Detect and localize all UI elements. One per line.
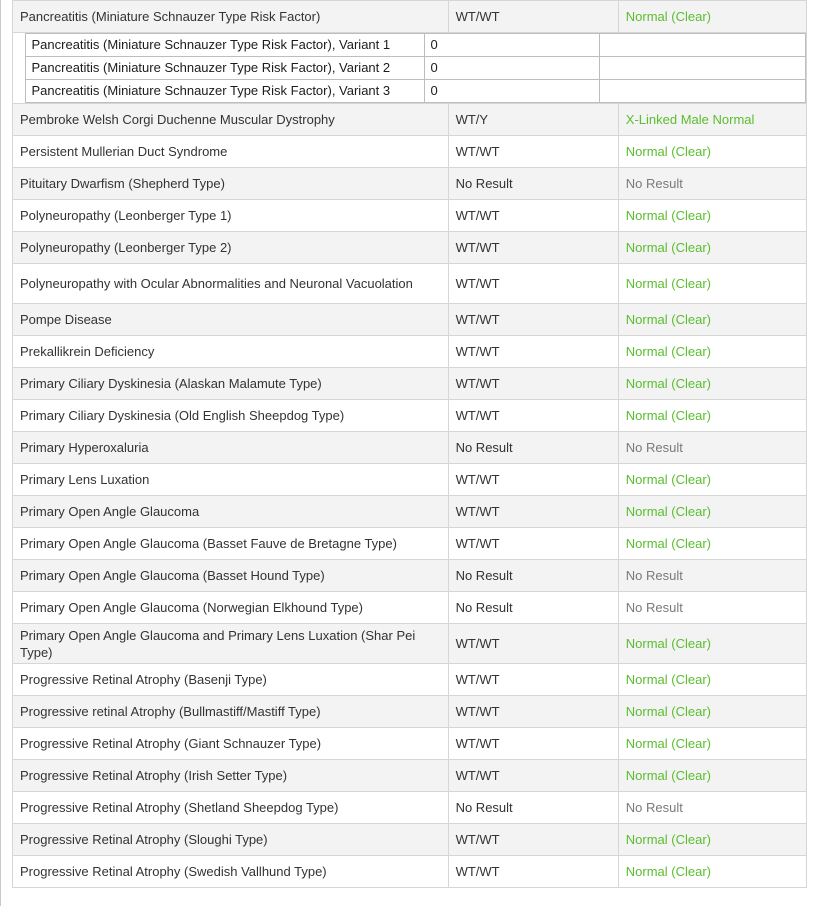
genotype-value: WT/WT [448,728,618,760]
table-row [13,792,807,824]
genotype-value: No Result [448,168,618,200]
genotype-value: No Result [448,560,618,592]
table-row [13,856,807,888]
condition-name: Polyneuropathy with Ocular Abnormalities and Neuronal Vacuolation [13,264,449,304]
table-row [13,760,807,792]
condition-name: Progressive Retinal Atrophy (Giant Schnauzer Type) [13,728,449,760]
genotype-value: WT/WT [448,696,618,728]
table-row [13,560,807,592]
genotype-value: WT/WT [448,336,618,368]
condition-name: Pembroke Welsh Corgi Duchenne Muscular Dystrophy [13,104,449,136]
genotype-value: WT/WT [448,464,618,496]
table-row [13,432,807,464]
condition-name: Primary Hyperoxaluria [13,432,449,464]
variant-subtable [13,33,806,103]
condition-name: Primary Ciliary Dyskinesia (Alaskan Malamute Type) [13,368,449,400]
variant-indent [13,34,25,57]
genotype-value: WT/WT [448,824,618,856]
genotype-value: WT/WT [448,368,618,400]
genotype-value: WT/WT [448,400,618,432]
genotype-value: WT/WT [448,264,618,304]
result-status: X-Linked Male Normal [618,104,806,136]
result-status: Normal (Clear) [618,1,806,33]
variant-name: Pancreatitis (Miniature Schnauzer Type Risk Factor), Variant 2 [25,57,424,80]
genotype-value: WT/Y [448,104,618,136]
left-divider [0,0,1,906]
result-status: Normal (Clear) [618,400,806,432]
variant-indent [13,57,25,80]
variant-name: Pancreatitis (Miniature Schnauzer Type Risk Factor), Variant 1 [25,34,424,57]
result-status: Normal (Clear) [618,136,806,168]
table-row [13,200,807,232]
condition-name: Progressive Retinal Atrophy (Swedish Vallhund Type) [13,856,449,888]
result-status: Normal (Clear) [618,232,806,264]
variant-name: Pancreatitis (Miniature Schnauzer Type Risk Factor), Variant 3 [25,80,424,103]
condition-name: Pompe Disease [13,304,449,336]
variant-empty-cell [599,34,806,57]
genotype-value: WT/WT [448,136,618,168]
result-status: Normal (Clear) [618,496,806,528]
result-status: Normal (Clear) [618,336,806,368]
condition-name: Primary Open Angle Glaucoma (Norwegian Elkhound Type) [13,592,449,624]
result-status: Normal (Clear) [618,856,806,888]
table-row [13,136,807,168]
table-row [13,304,807,336]
condition-name: Primary Open Angle Glaucoma (Basset Hound Type) [13,560,449,592]
table-row [13,400,807,432]
condition-name: Prekallikrein Deficiency [13,336,449,368]
result-status: Normal (Clear) [618,824,806,856]
result-status: Normal (Clear) [618,200,806,232]
condition-name: Progressive retinal Atrophy (Bullmastiff/Mastiff Type) [13,696,449,728]
table-row [13,624,807,664]
variant-subtable-container [13,33,807,104]
variant-value: 0 [424,57,599,80]
result-status: Normal (Clear) [618,696,806,728]
genotype-value: WT/WT [448,624,618,664]
variant-value: 0 [424,34,599,57]
condition-name: Polyneuropathy (Leonberger Type 2) [13,232,449,264]
table-row [13,264,807,304]
genotype-value: WT/WT [448,232,618,264]
result-status: Normal (Clear) [618,728,806,760]
genotype-value: WT/WT [448,304,618,336]
genotype-value: No Result [448,592,618,624]
result-status: Normal (Clear) [618,664,806,696]
variant-empty-cell [599,80,806,103]
condition-name: Primary Ciliary Dyskinesia (Old English Sheepdog Type) [13,400,449,432]
genetic-results-table [12,0,807,888]
genotype-value: WT/WT [448,760,618,792]
result-status: No Result [618,168,806,200]
variant-row [13,34,806,57]
table-row [13,696,807,728]
genotype-value: WT/WT [448,496,618,528]
table-row [13,104,807,136]
condition-name: Pancreatitis (Miniature Schnauzer Type Risk Factor) [13,1,449,33]
condition-name: Progressive Retinal Atrophy (Shetland Sheepdog Type) [13,792,449,824]
result-status: No Result [618,560,806,592]
condition-name: Polyneuropathy (Leonberger Type 1) [13,200,449,232]
condition-name: Persistent Mullerian Duct Syndrome [13,136,449,168]
table-row [13,528,807,560]
table-row [13,168,807,200]
result-status: Normal (Clear) [618,264,806,304]
table-row [13,728,807,760]
table-row [13,336,807,368]
genotype-value: No Result [448,432,618,464]
table-row [13,368,807,400]
table-row [13,824,807,856]
genotype-value: WT/WT [448,528,618,560]
table-row [13,592,807,624]
table-row-pancreatitis [13,1,807,33]
genotype-value: WT/WT [448,664,618,696]
result-status: Normal (Clear) [618,528,806,560]
condition-name: Primary Open Angle Glaucoma (Basset Fauve de Bretagne Type) [13,528,449,560]
table-row [13,496,807,528]
variant-empty-cell [599,57,806,80]
table-row [13,664,807,696]
variant-value: 0 [424,80,599,103]
condition-name: Progressive Retinal Atrophy (Irish Setter Type) [13,760,449,792]
condition-name: Progressive Retinal Atrophy (Basenji Type) [13,664,449,696]
genotype-value: No Result [448,792,618,824]
result-status: Normal (Clear) [618,760,806,792]
variant-indent [13,80,25,103]
condition-name: Primary Lens Luxation [13,464,449,496]
genotype-value: WT/WT [448,856,618,888]
result-status: Normal (Clear) [618,304,806,336]
condition-name: Primary Open Angle Glaucoma [13,496,449,528]
variant-row [13,80,806,103]
condition-name: Pituitary Dwarfism (Shepherd Type) [13,168,449,200]
genotype-value: WT/WT [448,200,618,232]
result-status: No Result [618,432,806,464]
table-row [13,464,807,496]
result-status: Normal (Clear) [618,624,806,664]
result-status: Normal (Clear) [618,464,806,496]
genotype-value: WT/WT [448,1,618,33]
variant-subtable-row [13,33,807,104]
table-row [13,232,807,264]
condition-name: Progressive Retinal Atrophy (Sloughi Type) [13,824,449,856]
variant-row [13,57,806,80]
result-status: Normal (Clear) [618,368,806,400]
result-status: No Result [618,792,806,824]
result-status: No Result [618,592,806,624]
condition-name: Primary Open Angle Glaucoma and Primary Lens Luxation (Shar Pei Type) [13,624,449,664]
